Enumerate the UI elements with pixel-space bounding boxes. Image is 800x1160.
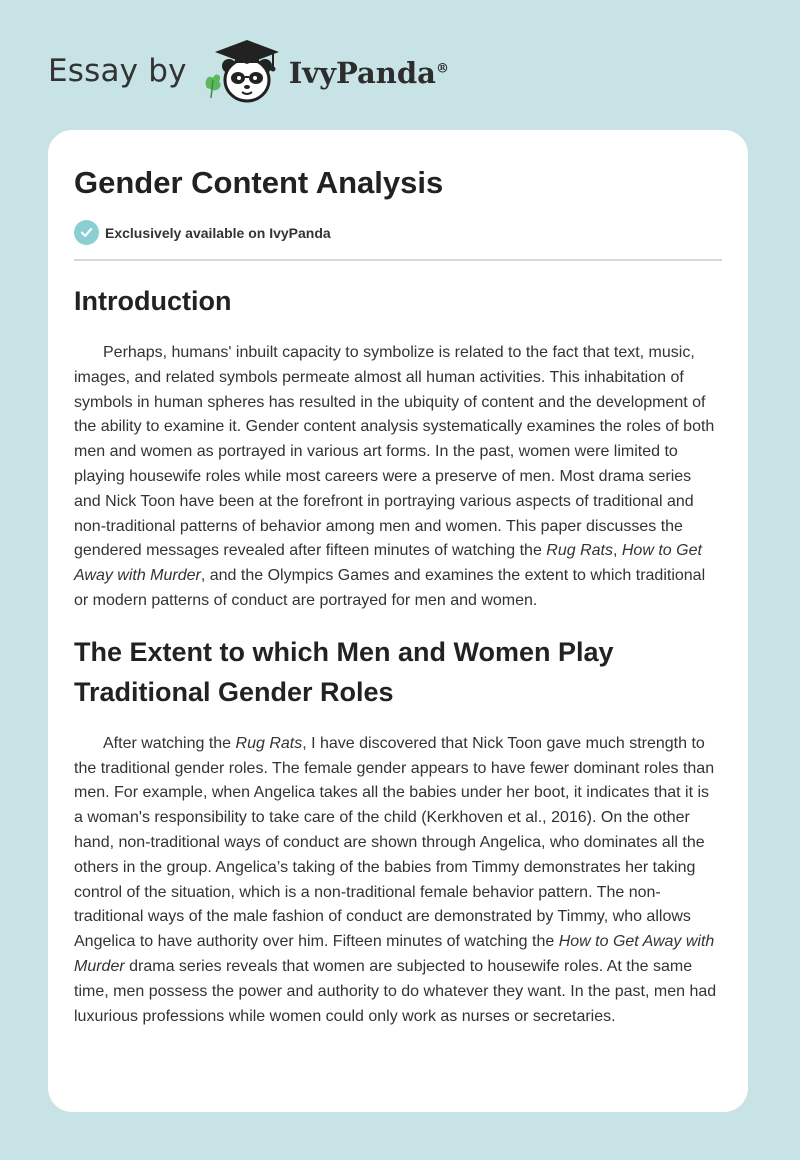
paragraph-introduction [74, 341, 722, 614]
exclusive-badge-text: Exclusively available on IvyPanda [105, 224, 331, 241]
show-title-rug-rats: Rug Rats [546, 542, 613, 560]
heading-traditional-roles: The Extent to which Men and Women Play Traditional Gender Roles [74, 636, 614, 707]
show-title-htgawm: How to Get Away with Murder [74, 542, 702, 585]
text-span: After watching the [103, 734, 236, 752]
show-title-htgawm: How to Get Away with Murder [74, 933, 715, 975]
paragraph-traditional-roles [74, 732, 722, 1030]
text-span: , and the Olympics Games and examines the extent to which traditional or modern patterns of conduct are portrayed for men and women. [74, 567, 706, 609]
heading-introduction: Introduction [74, 286, 232, 316]
brand-name [289, 56, 449, 90]
exclusive-badge [74, 220, 722, 245]
title-divider [74, 259, 722, 261]
show-title-rug-rats: Rug Rats [235, 734, 303, 752]
site-brand[interactable] [48, 36, 449, 106]
brand-prefix: Essay by [48, 53, 187, 89]
text-span: , [612, 542, 622, 560]
text-span: Perhaps, humans' inbuilt capacity to symbolize is related to the fact that text, music, images, and related symbols permeate almost all human activities. This inhabitation of symbols in human spheres has resulted in the ubiquity of content and the development of the ability to examine it. Gender content analysis systematically examines the roles of both men and women as portrayed in various art forms. In the past, women were limited to playing housewife roles while most careers were a preserve of men. Most drama series and Nick Toon have been at the forefront in portraying various aspects of traditional and non-traditional patterns of behavior among men and women. This paper discusses the gendered messages revealed after fifteen minutes of watching the [74, 344, 715, 560]
text-span: drama series reveals that women are subjected to housewife roles. At the same time, men possess the power and authority to do whatever they want. In the past, men had luxurious professions while women could only work as nurses or secretaries. [74, 957, 717, 1025]
brand-name-text: IvyPanda [288, 56, 436, 90]
text-span: , I have discovered that Nick Toon gave much strength to the traditional gender roles. The female gender appears to have fewer dominant roles than men. For example, when Angelica takes all the babies under her boot, it indicates that it is a woman's responsibility to take care of the child (Kerkhoven et al., 2016). On the other hand, non-traditional ways of conduct are shown through Angelica, who dominates all the others in the group. Angelica’s taking of the babies from Timmy demonstrates her taking control of the situation, which is a non-traditional female behavior pattern. The non-traditional ways of the male fashion of conduct are demonstrated by Timmy, who allows Angelica to have authority over him. Fifteen minutes of watching the [74, 734, 715, 951]
checkmark-icon [74, 220, 99, 245]
ivypanda-logo-icon [199, 36, 287, 106]
essay-card [48, 130, 748, 1112]
essay-title: Gender Content Analysis [74, 165, 444, 200]
registered-mark: ® [435, 61, 449, 77]
